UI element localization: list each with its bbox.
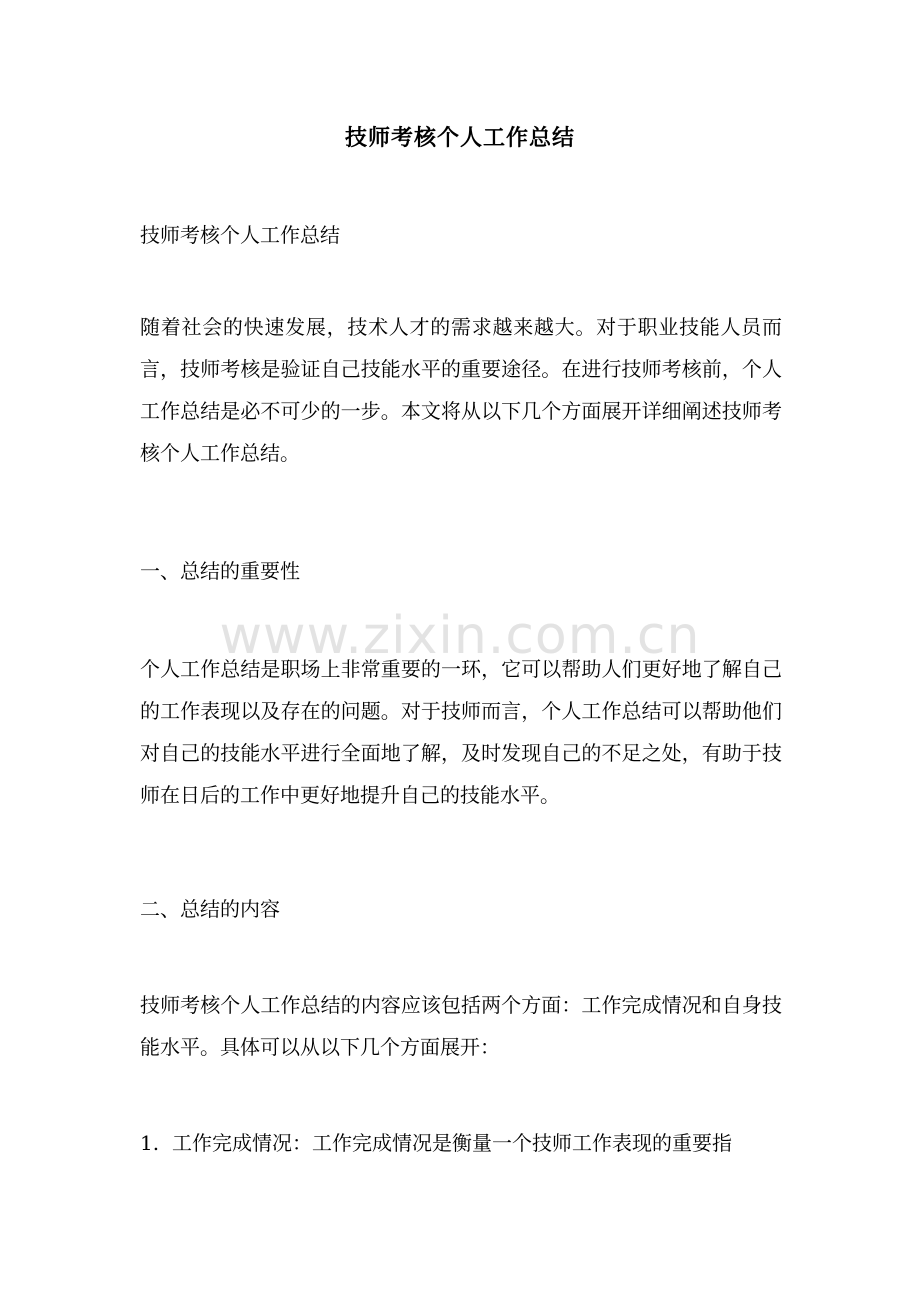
section-2-paragraph: 技师考核个人工作总结的内容应该包括两个方面：工作完成情况和自身技能水平。具体可以从以下几个方面展开：	[140, 993, 782, 1059]
section-1-heading: 一、总结的重要性	[140, 559, 300, 583]
document-subtitle: 技师考核个人工作总结	[140, 223, 340, 247]
document-title: 技师考核个人工作总结	[344, 125, 575, 151]
list-item-number: 1.	[140, 1131, 160, 1155]
intro-paragraph: 随着社会的快速发展，技术人才的需求越来越大。对于职业技能人员而言，技师考核是验证自己技能水平的重要途径。在进行技师考核前，个人工作总结是必不可少的一步。本文将从以下几个方面展开详细阐述技师考核个人工作总结。	[140, 315, 782, 465]
list-item-text: 工作完成情况：工作完成情况是衡量一个技师工作表现的重要指	[172, 1131, 732, 1155]
section-2-heading: 二、总结的内容	[140, 897, 280, 921]
section-1-paragraph: 个人工作总结是职场上非常重要的一环，它可以帮助人们更好地了解自己的工作表现以及存在的问题。对于技师而言，个人工作总结可以帮助他们对自己的技能水平进行全面地了解，及时发现自己的不足之处，有助于技师在日后的工作中更好地提升自己的技能水平。	[140, 657, 782, 807]
list-item	[140, 1122, 782, 1164]
watermark: www.zixin.com.cn	[219, 606, 701, 666]
